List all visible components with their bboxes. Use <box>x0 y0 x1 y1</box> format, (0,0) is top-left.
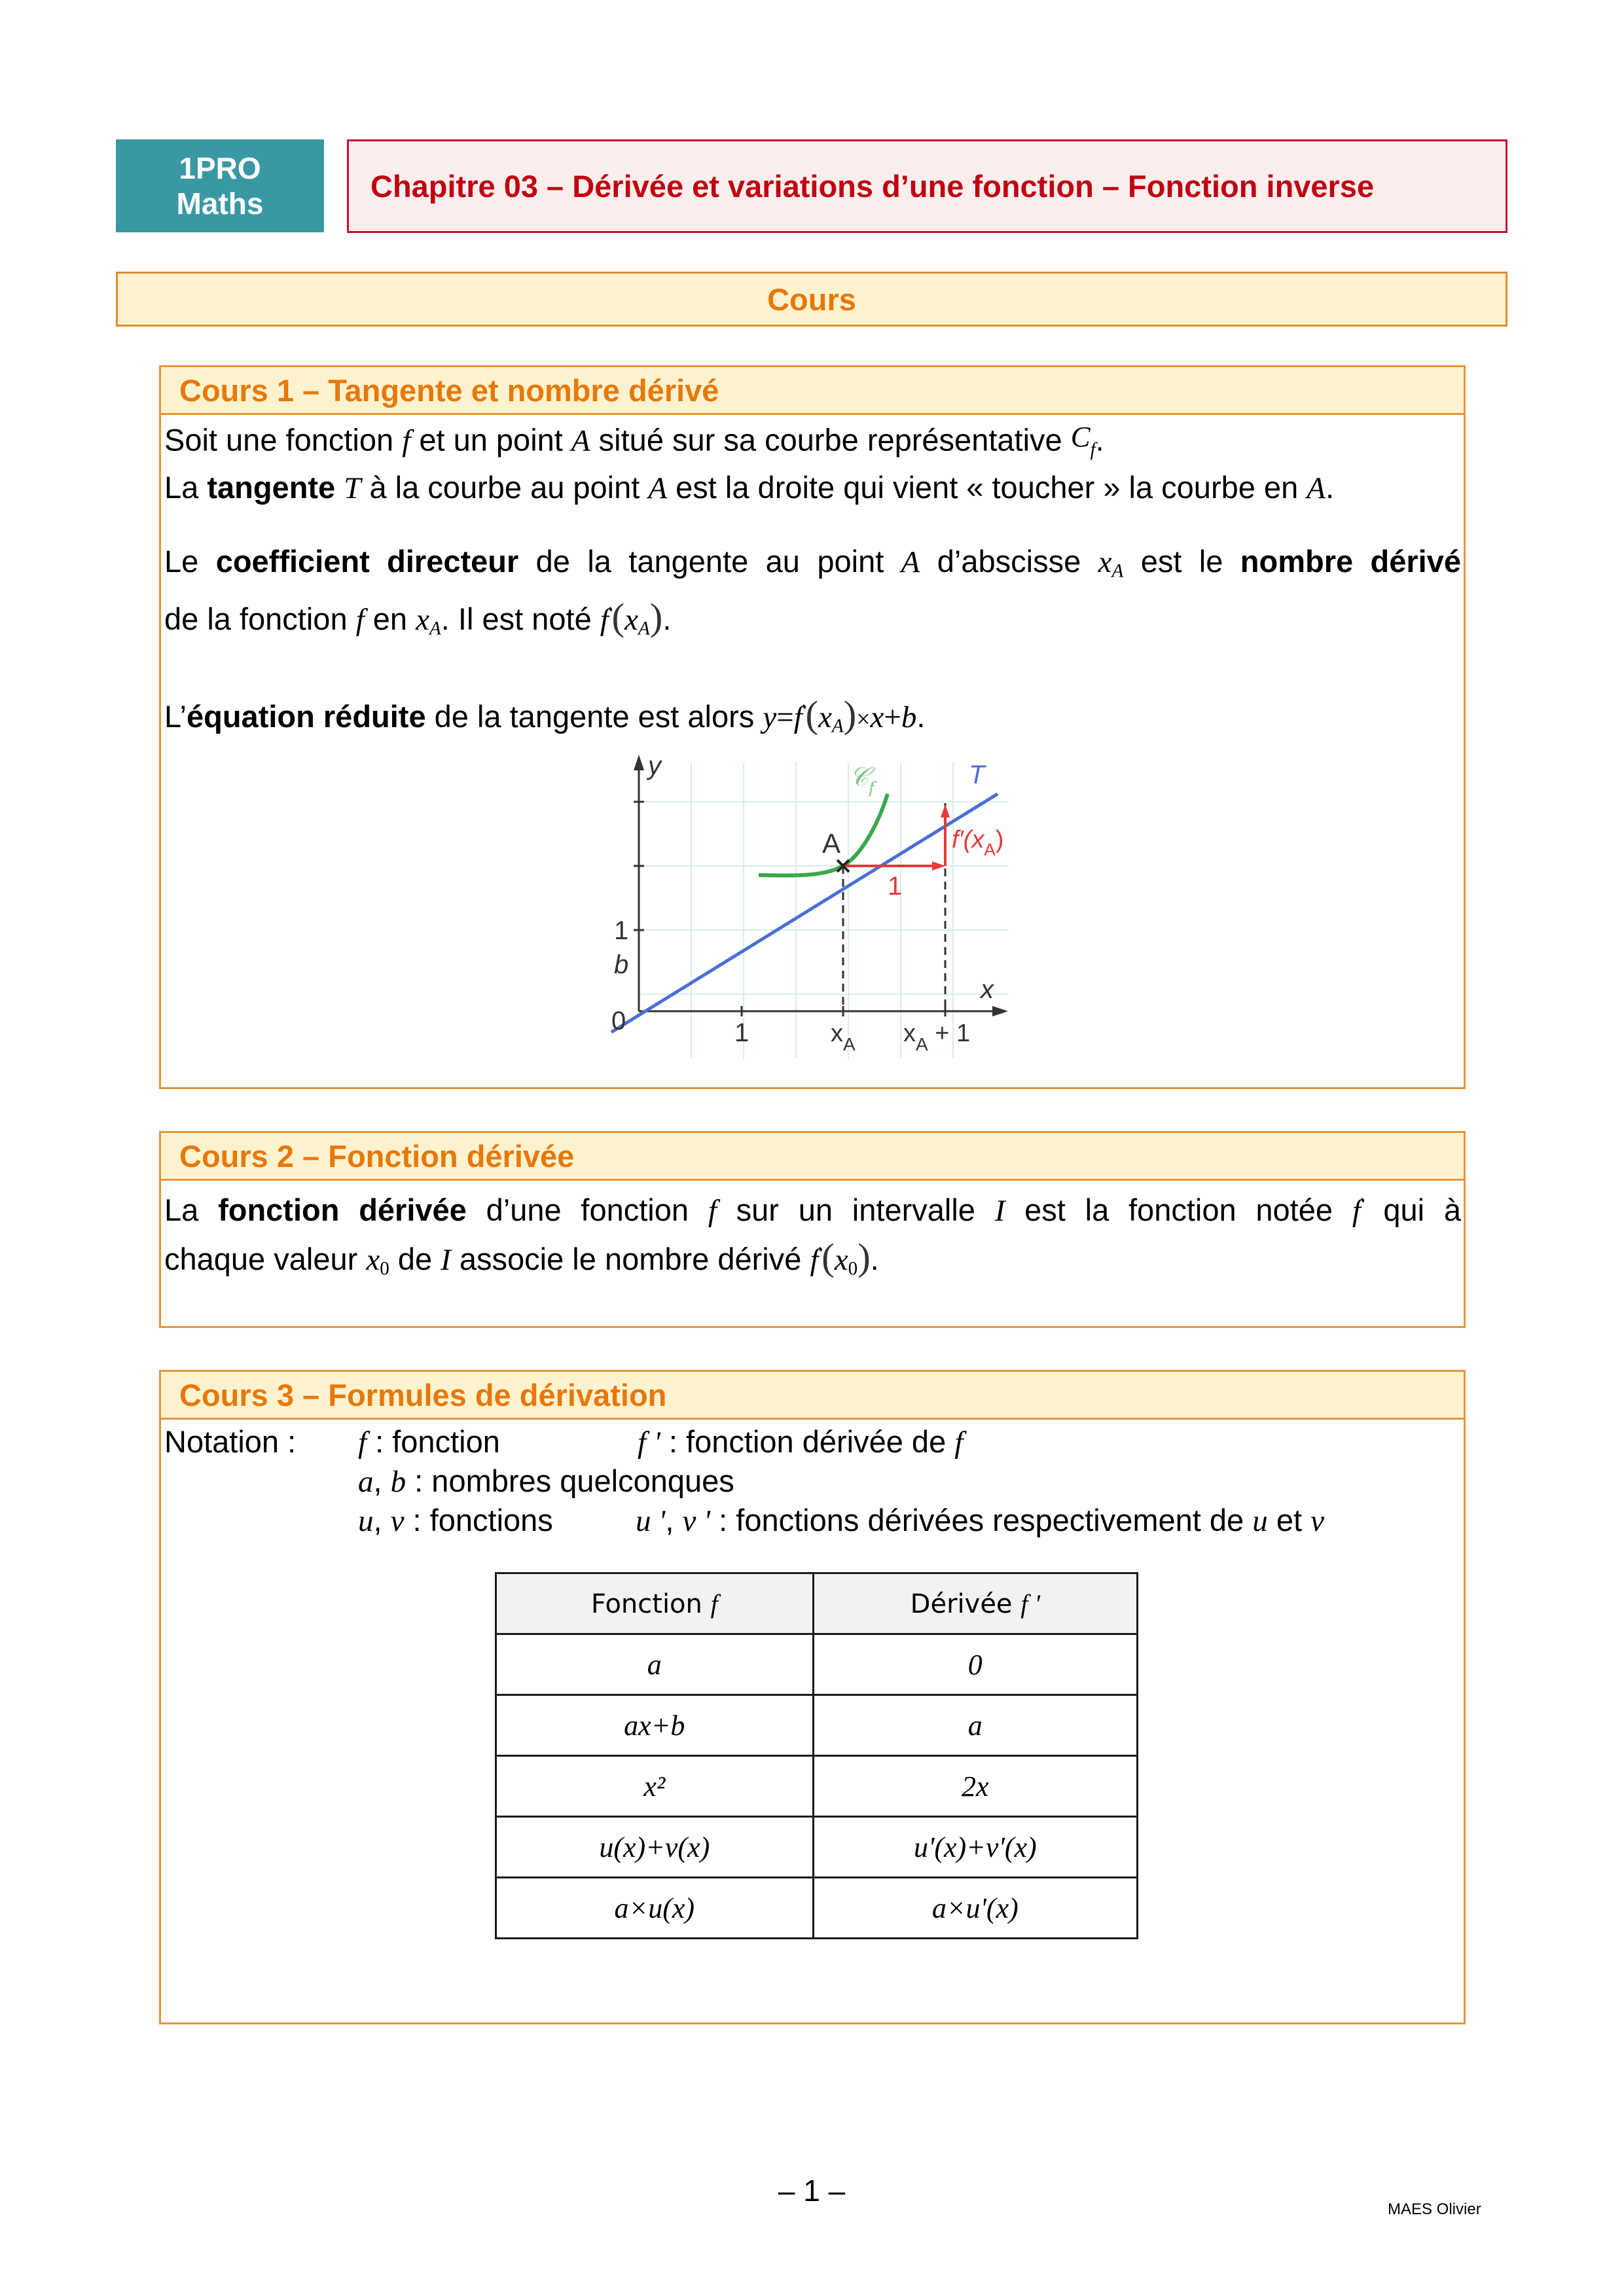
text: à la courbe au point <box>361 469 649 505</box>
math-f: f <box>954 1426 964 1460</box>
text: , <box>373 1503 391 1537</box>
page-number: – 1 – <box>778 2174 846 2208</box>
function-cell: u(x)+v(x) <box>496 1817 814 1878</box>
math-b: b <box>901 700 917 734</box>
cours-2-line-1 <box>164 1183 1461 1231</box>
table-row <box>496 1695 1138 1756</box>
rise-sub: A <box>984 840 996 859</box>
math-C: C <box>1070 420 1091 453</box>
math-f: f <box>600 603 609 637</box>
derivative-cell: 0 <box>813 1634 1137 1695</box>
math-prime: ' <box>608 603 612 622</box>
math-b: b <box>390 1465 406 1499</box>
cours-1-body <box>161 418 1464 747</box>
cours-1-title: Cours 1 – Tangente et nombre dérivé <box>179 372 719 408</box>
level-label: 1PRO <box>179 151 261 185</box>
text: chaque valeur <box>164 1242 367 1277</box>
table-header-row <box>496 1573 1138 1634</box>
notation-line-1b <box>638 1422 963 1462</box>
notation-line-1 <box>358 1422 500 1462</box>
header-text: Dérivée <box>910 1588 1021 1619</box>
math-sub: 0 <box>380 1258 389 1280</box>
x-tick-1-label: 1 <box>734 1018 749 1047</box>
text: . <box>916 698 926 734</box>
math-op: = <box>776 700 794 734</box>
rise-close: ) <box>995 826 1004 853</box>
math-I: I <box>441 1243 451 1278</box>
text: La <box>164 469 208 505</box>
text: . <box>662 601 672 637</box>
text: : nombres quelconques <box>406 1463 734 1498</box>
math-v: v <box>390 1504 405 1538</box>
bold-term: coefficient directeur <box>215 543 519 579</box>
table-row <box>496 1756 1138 1817</box>
text: d’abscisse <box>920 543 1098 579</box>
math-op: + <box>884 700 901 734</box>
header-math: f ' <box>1020 1588 1040 1619</box>
math-sub: f <box>1090 439 1096 460</box>
text: . <box>1095 422 1104 457</box>
point-A-label: A <box>822 828 841 859</box>
math-A: A <box>571 423 590 458</box>
paren: ) <box>857 1236 871 1279</box>
xA1-suffix: + 1 <box>928 1020 971 1047</box>
math-A: A <box>901 545 920 579</box>
text: de la tangente au point <box>518 543 901 579</box>
origin-label: 0 <box>611 1007 626 1035</box>
y-axis-label: y <box>648 751 661 780</box>
math-vprime: v ' <box>682 1504 711 1538</box>
math-sub: A <box>429 618 441 639</box>
notation-line-3 <box>358 1501 553 1541</box>
text: de <box>389 1242 441 1277</box>
notation-label: Notation : <box>164 1424 297 1459</box>
xA-sub: A <box>843 1034 856 1054</box>
text: . Il est noté <box>441 601 600 637</box>
text: est la droite qui vient « toucher » la courbe en <box>667 469 1307 505</box>
text: de la tangente est alors <box>425 698 763 734</box>
text: : fonctions dérivées respectivement de <box>710 1503 1253 1537</box>
cours-1-header <box>161 367 1464 415</box>
derivative-cell: a <box>813 1695 1137 1756</box>
header-text: Fonction <box>590 1588 711 1619</box>
bold-term: tangente <box>207 469 336 505</box>
math-prime: ' <box>818 1243 822 1263</box>
math-f: f <box>402 423 411 458</box>
tangent-label: T <box>969 761 985 789</box>
header-function <box>496 1573 814 1634</box>
derivative-cell: a×u'(x) <box>813 1878 1137 1939</box>
paren: ( <box>821 1236 835 1279</box>
cours-1-para-4 <box>164 591 1461 650</box>
math-sub: A <box>1111 560 1124 582</box>
derivative-cell: u'(x)+v'(x) <box>813 1817 1137 1878</box>
xA1-main: x <box>903 1020 916 1047</box>
text: est la fonction notée <box>1005 1193 1352 1228</box>
math-op: × <box>856 706 871 733</box>
run-label: 1 <box>888 872 903 901</box>
math-uprime: u ' <box>636 1504 666 1538</box>
cours-1-para-1 <box>164 418 1461 469</box>
math-prime: ' <box>802 700 806 719</box>
paren: ) <box>843 692 857 736</box>
text: et <box>1267 1503 1311 1537</box>
text: associe le nombre dérivé <box>450 1242 810 1277</box>
tangent-diagram <box>607 749 1024 1058</box>
text: Soit une fonction <box>164 422 403 457</box>
math-y: y <box>763 700 777 734</box>
math-sub: A <box>638 618 650 639</box>
math-x: x <box>366 1243 380 1278</box>
text: d’une fonction <box>466 1193 708 1228</box>
text: et un point <box>410 422 571 457</box>
y-tick-1-label: 1 <box>614 916 629 945</box>
math-f: f <box>810 1243 819 1278</box>
paren: ( <box>611 596 625 639</box>
text: L’ <box>164 698 187 734</box>
table-row <box>496 1878 1138 1939</box>
math-f: f <box>355 603 365 637</box>
cours-3-header <box>161 1372 1464 1420</box>
cours-2-title: Cours 2 – Fonction dérivée <box>179 1138 575 1174</box>
xA-main: x <box>831 1020 843 1047</box>
text: , <box>373 1463 391 1498</box>
level-badge <box>116 139 324 232</box>
function-cell: a×u(x) <box>496 1878 814 1939</box>
derivation-table <box>495 1572 1138 1939</box>
cours-1-para-5 <box>164 689 1461 747</box>
math-x: x <box>834 1243 848 1278</box>
cours-1-para-2 <box>164 469 1461 507</box>
chapter-title: Chapitre 03 – Dérivée et variations d’une fonction – Fonction inverse <box>370 169 1375 204</box>
cours-2-header <box>161 1133 1464 1181</box>
math-A: A <box>1307 471 1326 505</box>
header-derivative <box>813 1573 1137 1634</box>
text: . <box>1325 469 1335 505</box>
math-f: f <box>793 700 803 734</box>
math-T: T <box>344 471 361 505</box>
text: : fonctions <box>404 1503 553 1537</box>
chapter-header <box>347 139 1507 233</box>
section-banner-label: Cours <box>767 281 856 317</box>
math-prime: ' <box>1360 1194 1364 1213</box>
x-axis-label: x <box>981 975 994 1004</box>
paren: ( <box>805 692 819 736</box>
section-banner <box>116 272 1507 327</box>
function-cell: x² <box>496 1756 814 1817</box>
text: est le <box>1123 543 1240 579</box>
math-x: x <box>624 603 638 637</box>
math-f: f <box>358 1426 367 1460</box>
subject-label: Maths <box>176 187 264 221</box>
text: , <box>665 1503 683 1537</box>
text: . <box>870 1242 879 1277</box>
paren: ) <box>649 596 663 639</box>
math-I: I <box>994 1194 1005 1229</box>
b-label: b <box>614 950 629 979</box>
curve-label-main: 𝒞 <box>850 762 869 792</box>
bold-term: équation réduite <box>187 698 426 734</box>
cours-1-para-3 <box>164 541 1461 591</box>
math-sub: 0 <box>848 1258 858 1280</box>
rise-main: f′(x <box>952 826 984 853</box>
math-a: a <box>358 1465 374 1499</box>
header-math: f <box>710 1588 718 1619</box>
text: en <box>364 601 416 637</box>
math-f: f <box>708 1194 717 1229</box>
bold-term: nombre dérivé <box>1240 543 1462 579</box>
table-row <box>496 1817 1138 1878</box>
text: : fonction <box>367 1424 500 1459</box>
math-f: f <box>1352 1194 1361 1229</box>
math-x: x <box>870 700 884 734</box>
author: MAES Olivier <box>1388 2200 1481 2218</box>
math-fprime: f ' <box>638 1426 660 1460</box>
curve-label-sub: f <box>869 779 875 797</box>
text: situé sur sa courbe représentative <box>590 422 1071 457</box>
function-cell: ax+b <box>496 1695 814 1756</box>
bold-term: fonction dérivée <box>218 1193 467 1228</box>
derivative-cell: 2x <box>813 1756 1137 1817</box>
text: La <box>164 1193 219 1228</box>
cours-2-box <box>159 1131 1466 1328</box>
cours-3-title: Cours 3 – Formules de dérivation <box>179 1377 667 1412</box>
math-u: u <box>358 1504 374 1538</box>
cours-2-line-2 <box>164 1231 1461 1290</box>
cours-2-body <box>161 1183 1464 1290</box>
text: qui à <box>1363 1193 1461 1228</box>
table-row <box>496 1634 1138 1695</box>
function-cell: a <box>496 1634 814 1695</box>
math-u: u <box>1252 1504 1268 1538</box>
math-v: v <box>1310 1504 1324 1538</box>
notation-line-2 <box>358 1462 734 1501</box>
notation-line-3b <box>636 1501 1324 1541</box>
text: Le <box>164 543 216 579</box>
math-x: x <box>1098 545 1112 579</box>
math-A: A <box>648 471 668 505</box>
text: : fonction dérivée de <box>660 1424 955 1459</box>
math-x: x <box>416 603 429 637</box>
math-x: x <box>818 700 832 734</box>
xA1-sub: A <box>916 1034 928 1054</box>
text: de la fonction <box>164 601 356 637</box>
text: sur un intervalle <box>716 1193 995 1228</box>
math-sub: A <box>831 715 844 736</box>
